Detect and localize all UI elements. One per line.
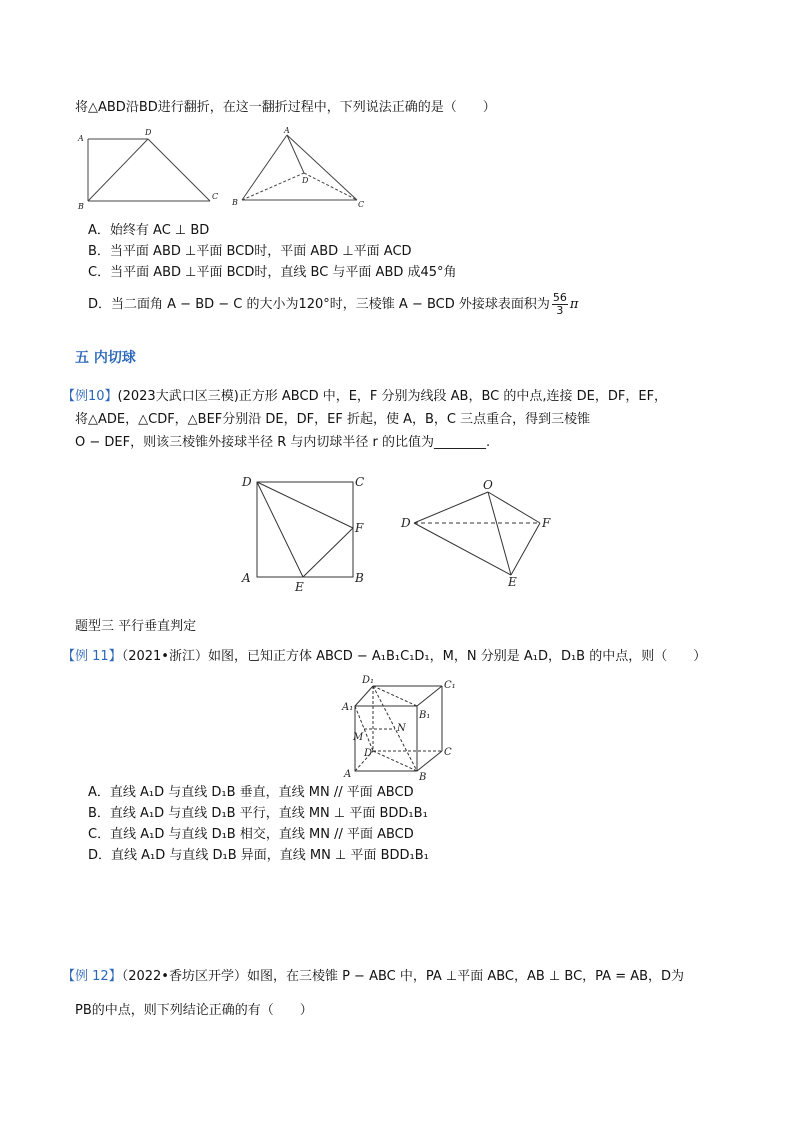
ex12-line2: PB的中点，则下列结论正确的有（ ） [75, 1003, 313, 1018]
ex11-option-a: A．直线 A₁D 与直线 D₁B 垂直，直线 MN // 平面 ABCD [88, 785, 414, 800]
q9-option-c: C．当平面 ABD ⊥平面 BCD时，直线 BC 与平面 ABD 成45°角 [88, 265, 457, 280]
label-C: C [355, 475, 365, 489]
tetrahedron-figure [398, 478, 558, 588]
label-D: D [302, 176, 309, 185]
example-tag: 【例 12】 [62, 969, 122, 984]
example-tag: 【例 11】 [62, 649, 122, 664]
cube-figure [340, 674, 460, 784]
label-A1: A₁ [342, 702, 354, 713]
fraction-denominator: 3 [556, 304, 564, 317]
label-D: D [242, 475, 252, 489]
label-D: D [145, 128, 152, 137]
folding-figure-flat [70, 125, 230, 215]
label-A: A [78, 134, 84, 143]
ex10-line1 [62, 388, 667, 406]
label-B: B [232, 198, 238, 207]
label-B: B [355, 571, 364, 585]
ex10-text: (2023大武口区三模)正方形 ABCD 中，E，F 分别为线段 AB，BC 的中点,连接 DE，DF，EF， [117, 389, 668, 404]
q9-stem: 将△ABD沿BD进行翻折，在这一翻折过程中，下列说法正确的是（ ） [75, 100, 496, 115]
ex12-line1 [62, 968, 684, 986]
label-E: E [295, 580, 304, 594]
label-A: A [242, 571, 251, 585]
label-D1: D₁ [362, 675, 375, 686]
type-heading: 题型三 平行垂直判定 [75, 619, 197, 634]
fraction [552, 292, 568, 317]
ex12-text: （2022•香坊区开学）如图，在三棱锥 P − ABC 中，PA ⊥平面 ABC，AB ⊥ BC，PA = AB，D为 [121, 969, 685, 984]
q9-option-d [88, 290, 578, 320]
pi-symbol: π [569, 297, 579, 312]
q9-option-a: A．始终有 AC ⊥ BD [88, 223, 210, 238]
fraction-numerator: 56 [552, 291, 567, 304]
ex11-option-d: D．直线 A₁D 与直线 D₁B 异面，直线 MN ⊥ 平面 BDD₁B₁ [88, 848, 429, 863]
label-M: M [353, 732, 364, 743]
label-F: F [355, 521, 364, 535]
section-heading: 五 内切球 [75, 350, 136, 366]
ex11-option-c: C．直线 A₁D 与直线 D₁B 相交，直线 MN // 平面 ABCD [88, 827, 414, 842]
example-tag: 【例10】 [62, 389, 118, 404]
label-E: E [508, 575, 517, 589]
label-B1: B₁ [419, 710, 431, 721]
label-N: N [397, 723, 406, 734]
label-D: D [401, 516, 411, 530]
label-A: A [344, 769, 352, 780]
q9-option-b: B．当平面 ABD ⊥平面 BCD时，平面 ABD ⊥平面 ACD [88, 244, 412, 259]
ex10-line3: O − DEF，则该三棱锥外接球半径 R 与内切球半径 r 的比值为________. [75, 435, 491, 450]
label-C: C [444, 747, 452, 758]
label-A: A [284, 126, 290, 135]
label-F: F [542, 516, 551, 530]
ex11-text: （2021•浙江）如图，已知正方体 ABCD − A₁B₁C₁D₁，M，N 分别是 A₁D，D₁B 的中点，则（ ） [121, 649, 707, 664]
label-C: C [212, 192, 219, 201]
label-C: C [358, 200, 365, 209]
ex11-stem [62, 648, 706, 666]
folding-figure-3d [232, 125, 372, 215]
ex10-line2: 将△ADE，△CDF，△BEF分别沿 DE，DF，EF 折起，使 A，B，C 三点重合，得到三棱锥 [75, 412, 591, 427]
square-figure [235, 470, 375, 595]
ex11-option-b: B．直线 A₁D 与直线 D₁B 平行，直线 MN ⊥ 平面 BDD₁B₁ [88, 806, 428, 821]
label-O: O [483, 478, 493, 492]
label-B: B [78, 202, 84, 211]
label-B: B [419, 772, 427, 783]
label-C1: C₁ [444, 680, 456, 691]
label-D: D [364, 748, 373, 759]
q9-option-d-text: D．当二面角 A − BD − C 的大小为120°时，三棱锥 A − BCD 外接球表面积为 [88, 297, 550, 312]
